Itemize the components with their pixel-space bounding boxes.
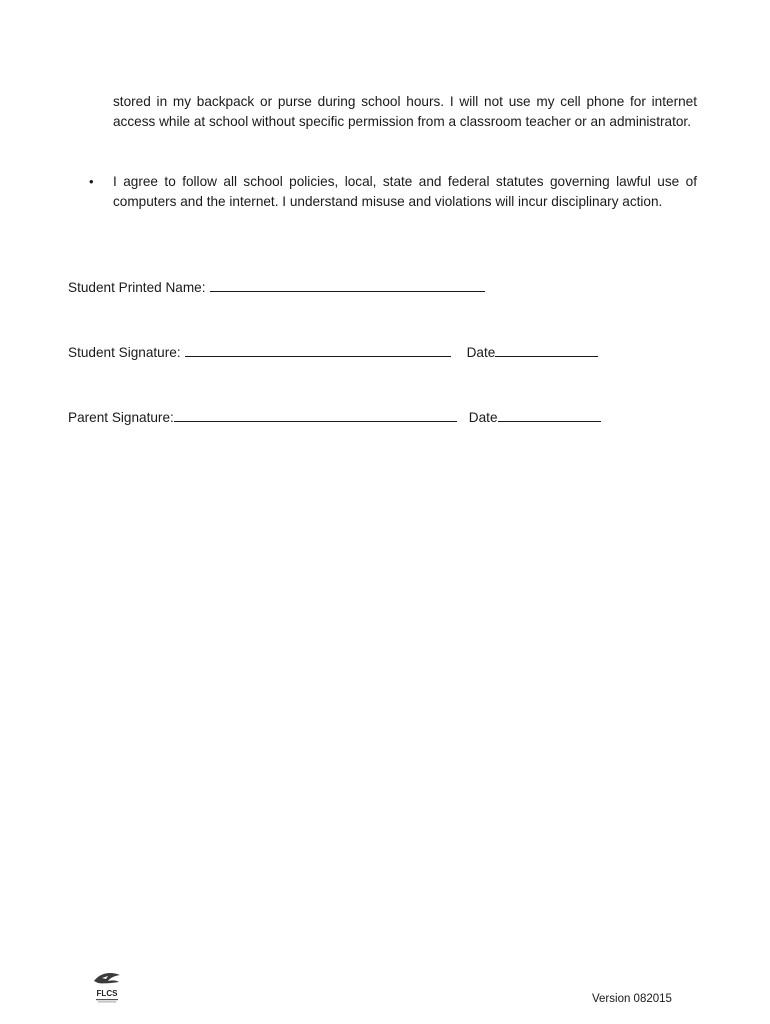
logo-text: FLCS bbox=[96, 989, 118, 998]
student-date-line[interactable] bbox=[495, 343, 598, 357]
parent-date-line[interactable] bbox=[498, 408, 601, 422]
student-signature-line[interactable] bbox=[185, 343, 451, 357]
student-printed-name-label: Student Printed Name: bbox=[68, 280, 206, 295]
parent-signature-line[interactable] bbox=[174, 408, 457, 422]
policy-bullet-agreement: I agree to follow all school policies, local, state and federal statutes governing lawful use of computers and the internet. I understand misuse and violations will incur disciplinary action. bbox=[113, 174, 697, 209]
school-logo-icon bbox=[92, 969, 122, 1005]
student-signature-field bbox=[68, 343, 598, 362]
student-date-label: Date bbox=[466, 345, 496, 360]
student-printed-name-line[interactable] bbox=[210, 278, 485, 292]
bullet-icon: • bbox=[89, 174, 94, 189]
student-signature-label: Student Signature: bbox=[68, 345, 181, 360]
parent-signature-field bbox=[68, 408, 601, 427]
student-printed-name-field bbox=[68, 278, 485, 297]
policy-paragraph-continued: stored in my backpack or purse during school hours. I will not use my cell phone for internet access while at school without specific permission from a classroom teacher or an administrator. bbox=[113, 94, 697, 129]
parent-date-label: Date bbox=[468, 410, 498, 425]
parent-signature-label: Parent Signature: bbox=[68, 410, 174, 425]
version-label: Version 082015 bbox=[592, 993, 672, 1005]
